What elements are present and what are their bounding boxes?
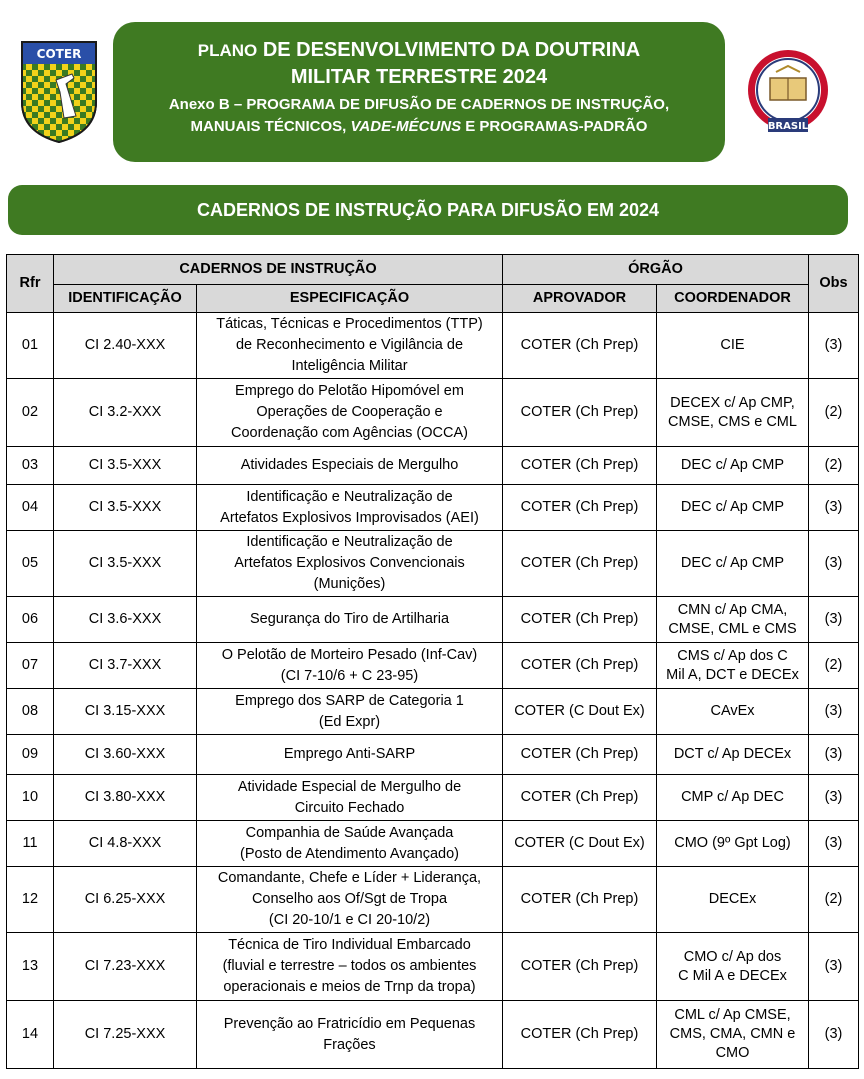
cell-aprovador: COTER (Ch Prep) (503, 735, 657, 775)
cell-aprovador: COTER (Ch Prep) (503, 313, 657, 379)
table-row (7, 597, 859, 643)
header-title-line-2: MILITAR TERRESTRE 2024 (290, 66, 548, 88)
header-annex-line-2 (113, 116, 725, 138)
especificacao-line: Emprego Anti-SARP (283, 746, 416, 762)
cell-coordenador (657, 447, 809, 485)
coordenador-line: DEC c/ Ap CMP (680, 499, 785, 515)
especificacao-line: (Posto de Atendimento Avançado) (240, 845, 459, 862)
header-annex-part-b: E PROGRAMAS-PADRÃO (465, 118, 648, 135)
cell-identificacao: CI 3.80-XXX (54, 775, 197, 821)
table-row (7, 531, 859, 597)
coordenador-line: CMSE, CMS e CML (668, 413, 797, 430)
cell-especificacao (197, 313, 503, 379)
table-row (7, 485, 859, 531)
especificacao-line: operacionais e meios de Trnp da tropa) (223, 979, 476, 995)
coordenador-line: DECEX c/ Ap CMP, (670, 394, 795, 411)
header-orgao: ÓRGÃO (503, 255, 809, 285)
cell-rfr: 03 (7, 447, 54, 485)
table-row (7, 933, 859, 1001)
especificacao-line: Atividades Especiais de Mergulho (240, 457, 459, 473)
cell-obs: (3) (809, 933, 859, 1001)
cell-obs: (3) (809, 313, 859, 379)
cell-especificacao (197, 821, 503, 867)
coordenador-line: CMSE, CML e CMS (668, 620, 797, 637)
table-row (7, 821, 859, 867)
especificacao-line: Identificação e Neutralização de (246, 534, 453, 550)
cell-coordenador (657, 689, 809, 735)
table-row (7, 643, 859, 689)
cell-aprovador: COTER (Ch Prep) (503, 933, 657, 1001)
cell-aprovador: COTER (Ch Prep) (503, 775, 657, 821)
cell-aprovador: COTER (Ch Prep) (503, 447, 657, 485)
cell-aprovador: COTER (Ch Prep) (503, 485, 657, 531)
cell-aprovador: COTER (Ch Prep) (503, 867, 657, 933)
cell-rfr: 10 (7, 775, 54, 821)
cell-rfr: 12 (7, 867, 54, 933)
coordenador-line: DEC c/ Ap CMP (680, 457, 785, 473)
table-header-row-1 (7, 255, 859, 285)
coordenador-line: CMS c/ Ap dos C (677, 647, 788, 664)
cell-coordenador (657, 643, 809, 689)
cell-identificacao: CI 3.6-XXX (54, 597, 197, 643)
cell-especificacao (197, 689, 503, 735)
coordenador-line: Mil A, DCT e DECEx (666, 666, 799, 683)
especificacao-line: Artefatos Explosivos Improvisados (AEI) (220, 509, 479, 526)
table-row (7, 313, 859, 379)
cell-aprovador: COTER (Ch Prep) (503, 379, 657, 447)
header-annex-line-1: Anexo B – PROGRAMA DE DIFUSÃO DE CADERNOS DE INSTRUÇÃO, (168, 96, 670, 113)
table-row (7, 689, 859, 735)
cell-especificacao (197, 1001, 503, 1069)
header-title-rest: DE DESENVOLVIMENTO DA DOUTRINA (262, 39, 641, 61)
coordenador-line: CML c/ Ap CMSE, (674, 1007, 791, 1023)
especificacao-line: Segurança do Tiro de Artilharia (249, 611, 450, 627)
table-header-row-2 (7, 285, 859, 313)
coordenador-line: CAvEx (710, 703, 755, 719)
coordenador-line: CMN c/ Ap CMA, (677, 601, 788, 618)
coordenador-line: CMO c/ Ap dos (683, 948, 782, 965)
header-coordenador: COORDENADOR (657, 285, 809, 313)
cell-coordenador (657, 775, 809, 821)
cell-coordenador (657, 1001, 809, 1069)
cell-especificacao (197, 775, 503, 821)
especificacao-line: Artefatos Explosivos Convencionais (234, 555, 465, 571)
cell-coordenador (657, 313, 809, 379)
cell-identificacao: CI 3.5-XXX (54, 485, 197, 531)
especificacao-line: Prevenção ao Fratricídio em Pequenas (223, 1015, 476, 1032)
seal-banner-text: BRASIL (767, 121, 809, 132)
cell-obs: (2) (809, 643, 859, 689)
cell-coordenador (657, 867, 809, 933)
especificacao-line: O Pelotão de Morteiro Pesado (Inf-Cav) (221, 646, 478, 663)
coter-shield-logo (20, 40, 98, 144)
cell-coordenador (657, 821, 809, 867)
header-rfr: Rfr (7, 255, 54, 313)
cell-rfr: 02 (7, 379, 54, 447)
cell-identificacao: CI 3.5-XXX (54, 531, 197, 597)
especificacao-line: (Ed Expr) (318, 713, 381, 730)
header-obs: Obs (809, 255, 859, 313)
header-identificacao: IDENTIFICAÇÃO (54, 285, 197, 313)
especificacao-line: Frações (323, 1036, 376, 1053)
cell-rfr: 08 (7, 689, 54, 735)
especificacao-line: Emprego do Pelotão Hipomóvel em (235, 383, 464, 399)
cell-especificacao (197, 933, 503, 1001)
cell-especificacao (197, 867, 503, 933)
especificacao-line: de Reconhecimento e Vigilância de (235, 337, 464, 353)
cadernos-table (6, 254, 859, 1069)
header-especificacao: ESPECIFICAÇÃO (197, 285, 503, 313)
cell-obs: (3) (809, 735, 859, 775)
especificacao-line: Inteligência Militar (291, 358, 408, 374)
especificacao-line: Táticas, Técnicas e Procedimentos (TTP) (216, 316, 483, 332)
cell-obs: (3) (809, 485, 859, 531)
cell-obs: (2) (809, 447, 859, 485)
coordenador-line: CMP c/ Ap DEC (681, 789, 784, 805)
coter-shield-text: COTER (36, 47, 82, 61)
cell-aprovador: COTER (C Dout Ex) (503, 821, 657, 867)
especificacao-line: Comandante, Chefe e Líder + Liderança, (217, 870, 482, 886)
especificacao-line: Operações de Cooperação e (256, 404, 443, 420)
cell-obs: (3) (809, 689, 859, 735)
section-title: CADERNOS DE INSTRUÇÃO PARA DIFUSÃO EM 2024 (8, 185, 848, 235)
table-row (7, 867, 859, 933)
header-title-line-1 (113, 37, 725, 64)
especificacao-line: (CI 20-10/1 e CI 20-10/2) (268, 912, 431, 928)
cell-identificacao: CI 3.7-XXX (54, 643, 197, 689)
header-aprovador: APROVADOR (503, 285, 657, 313)
especificacao-line: Conselho aos Of/Sgt de Tropa (251, 891, 448, 907)
cell-obs: (3) (809, 1001, 859, 1069)
document-header (113, 22, 725, 162)
cell-especificacao (197, 379, 503, 447)
coordenador-line: DEC c/ Ap CMP (680, 555, 785, 571)
cell-rfr: 09 (7, 735, 54, 775)
especificacao-line: Técnica de Tiro Individual Embarcado (228, 937, 471, 953)
cell-obs: (3) (809, 597, 859, 643)
especificacao-line: Circuito Fechado (294, 799, 405, 816)
coordenador-line: CMO (9º Gpt Log) (674, 835, 791, 851)
table-row (7, 379, 859, 447)
cell-coordenador (657, 485, 809, 531)
cell-identificacao: CI 3.15-XXX (54, 689, 197, 735)
cell-aprovador: COTER (Ch Prep) (503, 597, 657, 643)
header-title-plano: PLANO (197, 41, 258, 60)
cell-aprovador: COTER (Ch Prep) (503, 643, 657, 689)
especificacao-line: Atividade Especial de Mergulho de (237, 778, 462, 795)
cell-especificacao (197, 531, 503, 597)
cell-especificacao (197, 597, 503, 643)
cell-rfr: 13 (7, 933, 54, 1001)
coordenador-line: CIE (720, 337, 745, 353)
cell-obs: (3) (809, 531, 859, 597)
especificacao-line: Identificação e Neutralização de (246, 488, 453, 505)
cell-identificacao: CI 6.25-XXX (54, 867, 197, 933)
header-annex-part-a: MANUAIS TÉCNICOS, (190, 118, 347, 135)
especificacao-line: Coordenação com Agências (OCCA) (231, 425, 468, 441)
coordenador-line: C Mil A e DECEx (678, 967, 787, 984)
cell-coordenador (657, 531, 809, 597)
coordenador-line: CMS, CMA, CMN e (669, 1026, 796, 1042)
cell-coordenador (657, 933, 809, 1001)
cell-identificacao: CI 3.60-XXX (54, 735, 197, 775)
cell-aprovador: COTER (Ch Prep) (503, 531, 657, 597)
table-row (7, 735, 859, 775)
table-row (7, 775, 859, 821)
coordenador-line: DECEx (708, 891, 757, 907)
cell-coordenador (657, 735, 809, 775)
cell-identificacao: CI 3.2-XXX (54, 379, 197, 447)
cell-identificacao: CI 4.8-XXX (54, 821, 197, 867)
cell-especificacao (197, 447, 503, 485)
cell-aprovador: COTER (Ch Prep) (503, 1001, 657, 1069)
cell-obs: (2) (809, 379, 859, 447)
cell-rfr: 11 (7, 821, 54, 867)
cell-identificacao: CI 2.40-XXX (54, 313, 197, 379)
table-row (7, 1001, 859, 1069)
especificacao-line: Companhia de Saúde Avançada (245, 824, 454, 841)
cell-rfr: 06 (7, 597, 54, 643)
cell-rfr: 05 (7, 531, 54, 597)
cell-aprovador: COTER (C Dout Ex) (503, 689, 657, 735)
cell-obs: (2) (809, 867, 859, 933)
cell-especificacao (197, 735, 503, 775)
cell-obs: (3) (809, 775, 859, 821)
table-row (7, 447, 859, 485)
cell-rfr: 07 (7, 643, 54, 689)
cell-obs: (3) (809, 821, 859, 867)
coordenador-line: DCT c/ Ap DECEx (673, 746, 792, 762)
cell-rfr: 01 (7, 313, 54, 379)
cell-especificacao (197, 485, 503, 531)
cell-coordenador (657, 597, 809, 643)
cell-especificacao (197, 643, 503, 689)
coordenador-line: CMO (715, 1045, 750, 1061)
cell-identificacao: CI 7.25-XXX (54, 1001, 197, 1069)
doctrine-seal-logo (746, 44, 830, 140)
table-body (7, 313, 859, 1069)
cell-rfr: 14 (7, 1001, 54, 1069)
cell-rfr: 04 (7, 485, 54, 531)
especificacao-line: Emprego dos SARP de Categoria 1 (235, 692, 464, 709)
header-cadernos: CADERNOS DE INSTRUÇÃO (54, 255, 503, 285)
header-annex-italic: VADE-MÉCUNS (350, 118, 462, 135)
especificacao-line: (fluvial e terrestre – todos os ambientes (222, 958, 477, 974)
especificacao-line: (Munições) (313, 576, 386, 592)
cell-coordenador (657, 379, 809, 447)
especificacao-line: (CI 7-10/6 + C 23-95) (280, 667, 419, 684)
cell-identificacao: CI 7.23-XXX (54, 933, 197, 1001)
cell-identificacao: CI 3.5-XXX (54, 447, 197, 485)
